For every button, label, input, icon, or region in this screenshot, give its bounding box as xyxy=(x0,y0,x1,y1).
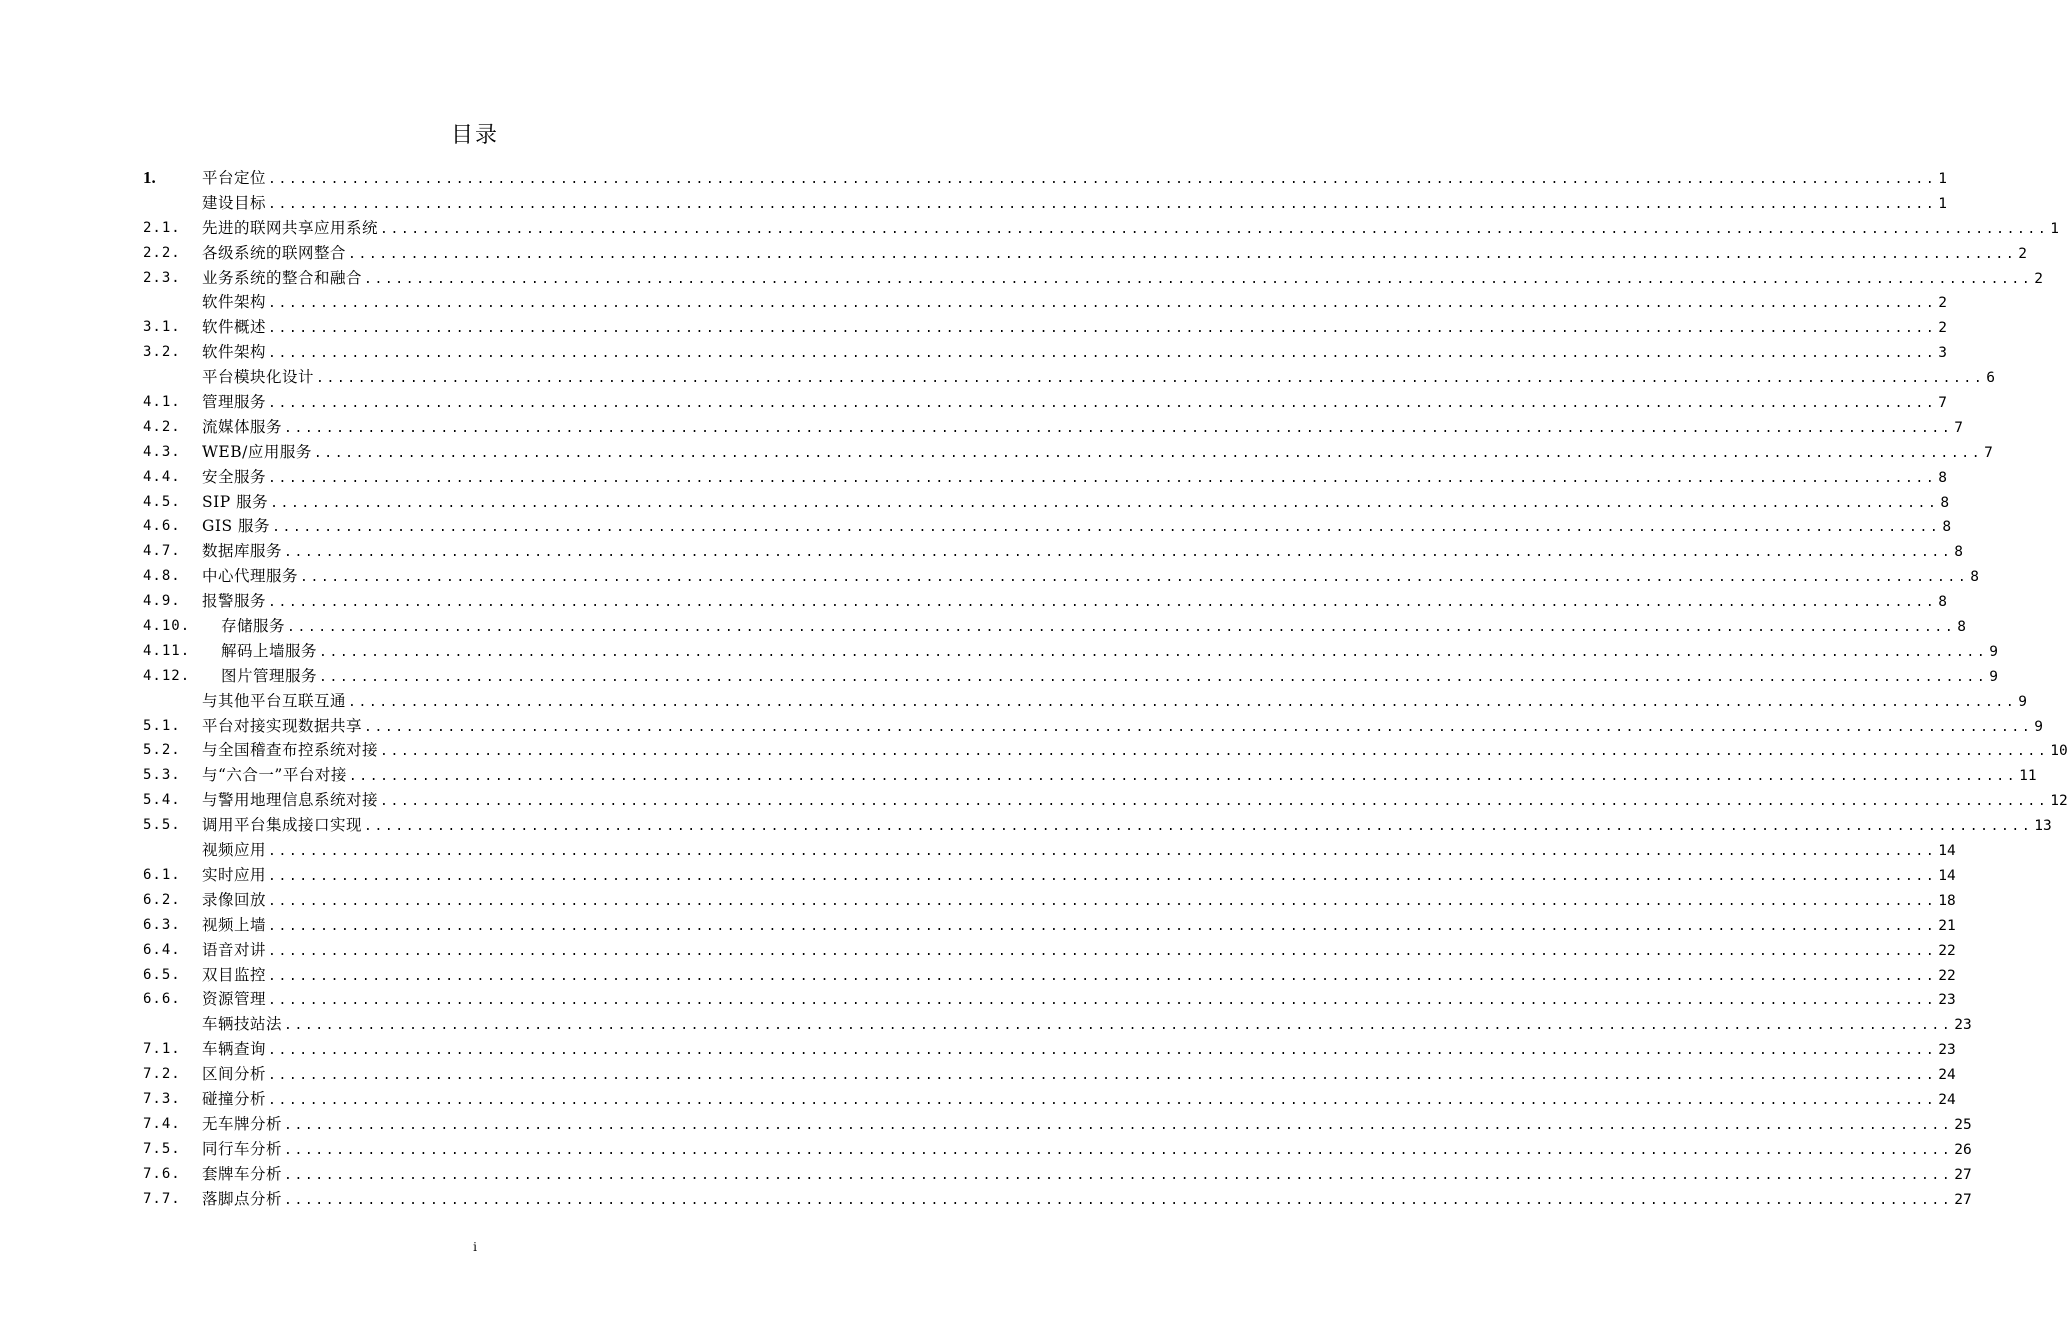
toc-entry-page-number: 14 xyxy=(1938,867,1956,884)
toc-entry-page-number: 9 xyxy=(1989,668,1999,685)
toc-entry-page-number: 8 xyxy=(1938,594,1948,611)
toc-dot-leader: ................................................................................................................................................................ xyxy=(319,669,1988,685)
toc-entry[interactable] xyxy=(143,1112,1972,1137)
toc-entry-page-number: 1 xyxy=(2050,220,2060,237)
toc-entry-number: 7.4. xyxy=(143,1115,181,1132)
toc-entry-page-number: 8 xyxy=(1938,469,1948,486)
toc-entry-number: 3.1. xyxy=(143,319,181,336)
toc-entry[interactable] xyxy=(143,938,1956,963)
toc-entry-page-number: 24 xyxy=(1938,1091,1956,1108)
toc-entry[interactable] xyxy=(143,390,1948,415)
toc-dot-leader: ................................................................................................................................................................ xyxy=(364,719,2033,735)
toc-dot-leader: ................................................................................................................................................................ xyxy=(272,520,1941,536)
toc-entry-line xyxy=(202,266,2044,293)
toc-entry-page-number: 23 xyxy=(1938,1042,1956,1059)
toc-entry-title: 平台对接实现数据共享 xyxy=(202,716,363,735)
toc-dot-leader: ................................................................................................................................................................ xyxy=(348,246,2017,262)
toc-entry-number: 2.3. xyxy=(143,269,181,286)
toc-entry-number: 6.2. xyxy=(143,891,181,908)
toc-dot-leader: ................................................................................................................................................................ xyxy=(268,595,1937,611)
toc-entry[interactable] xyxy=(143,490,1950,515)
toc-dot-leader: ................................................................................................................................................................ xyxy=(348,769,2018,785)
toc-entry[interactable] xyxy=(143,166,1948,191)
toc-entry[interactable] xyxy=(143,714,2044,739)
toc-entry-page-number: 26 xyxy=(1954,1141,1972,1158)
toc-entry[interactable] xyxy=(143,813,2052,838)
toc-entry[interactable] xyxy=(143,589,1948,614)
toc-entry-number: 7.3. xyxy=(143,1090,181,1107)
toc-entry-title: 同行车分析 xyxy=(202,1139,283,1158)
toc-entry-number: 4.5. xyxy=(143,493,181,510)
toc-entry-line xyxy=(202,987,1956,1014)
toc-entry-page-number: 2 xyxy=(2034,270,2044,287)
toc-entry-number: 4.8. xyxy=(143,568,181,585)
toc-entry-title: 碰撞分析 xyxy=(202,1089,267,1108)
toc-entry-title: 与“六合一”平台对接 xyxy=(202,766,347,785)
toc-entry[interactable] xyxy=(143,216,2060,241)
toc-entry-page-number: 23 xyxy=(1954,1017,1972,1034)
toc-entry-title: 流媒体服务 xyxy=(202,417,283,436)
toc-entry-page-number: 8 xyxy=(1942,519,1952,536)
toc-entry[interactable] xyxy=(143,863,1956,888)
toc-entry[interactable] xyxy=(143,987,1956,1012)
toc-entry[interactable] xyxy=(143,1187,1972,1212)
toc-entry-line xyxy=(202,863,1956,890)
toc-entry-number: 6.5. xyxy=(143,966,181,983)
toc-entry-number: 1. xyxy=(143,168,156,187)
toc-dot-leader: ................................................................................................................................................................ xyxy=(284,420,1953,436)
toc-entry-page-number: 21 xyxy=(1938,917,1956,934)
toc-entry-number: 4.12. xyxy=(143,667,191,684)
toc-entry-page-number: 2 xyxy=(2018,245,2028,262)
toc-entry[interactable] xyxy=(143,614,1967,639)
toc-entry-line xyxy=(202,1037,1956,1064)
toc-entry-title: 安全服务 xyxy=(202,467,267,486)
toc-entry-title: 软件架构 xyxy=(202,293,267,312)
toc-entry-line xyxy=(202,813,2052,840)
toc-dot-leader: ................................................................................................................................................................ xyxy=(268,968,1937,984)
toc-entry-page-number: 2 xyxy=(1938,320,1948,337)
toc-entry-title: 存储服务 xyxy=(221,617,286,636)
toc-entry-number: 4.7. xyxy=(143,543,181,560)
toc-dot-leader: ................................................................................................................................................................ xyxy=(268,868,1937,884)
page-number-footer: i xyxy=(473,1240,477,1254)
toc-entry-number: 4.4. xyxy=(143,468,181,485)
toc-dot-leader: ................................................................................................................................................................ xyxy=(364,271,2033,287)
toc-entry-title: GIS 服务 xyxy=(202,517,271,536)
toc-entry-number: 7.7. xyxy=(143,1190,181,1207)
toc-entry-line xyxy=(202,689,2028,716)
toc-entry-page-number: 8 xyxy=(1957,619,1967,636)
toc-dot-leader: ................................................................................................................................................................ xyxy=(268,196,1937,212)
toc-entry-line xyxy=(202,191,1948,218)
toc-entry-number: 7.5. xyxy=(143,1140,181,1157)
toc-entry-number: 4.6. xyxy=(143,518,181,535)
toc-entry[interactable] xyxy=(143,913,1956,938)
toc-entry-line xyxy=(202,1137,1972,1164)
toc-entry[interactable] xyxy=(143,1037,1956,1062)
toc-entry-number: 6.4. xyxy=(143,941,181,958)
toc-entry-number: 4.2. xyxy=(143,418,181,435)
toc-entry-line xyxy=(202,465,1948,492)
toc-entry-title: 平台模块化设计 xyxy=(202,368,315,387)
toc-entry-title: 资源管理 xyxy=(202,990,267,1009)
toc-dot-leader: ................................................................................................................................................................ xyxy=(284,1167,1953,1183)
toc-entry-number: 4.3. xyxy=(143,443,181,460)
toc-entry-title: 管理服务 xyxy=(202,393,267,412)
toc-entry-number: 6.6. xyxy=(143,991,181,1008)
toc-entry-title: 先进的联网共享应用系统 xyxy=(202,218,379,237)
toc-dot-leader: ................................................................................................................................................................ xyxy=(268,1068,1937,1084)
toc-entry-line xyxy=(202,514,1952,541)
toc-entry-number: 7.1. xyxy=(143,1041,181,1058)
toc-entry-line xyxy=(202,564,1980,591)
toc-entry-page-number: 8 xyxy=(1940,494,1950,511)
toc-dot-leader: ................................................................................................................................................................ xyxy=(268,470,1937,486)
toc-entry[interactable] xyxy=(143,290,1948,315)
table-of-contents xyxy=(143,166,2068,1211)
toc-entry-number: 2.1. xyxy=(143,219,181,236)
toc-entry[interactable] xyxy=(143,888,1956,913)
toc-entry-line xyxy=(202,763,2037,790)
toc-entry-number: 7.6. xyxy=(143,1165,181,1182)
toc-entry-page-number: 8 xyxy=(1970,569,1980,586)
toc-dot-leader: ................................................................................................................................................................ xyxy=(268,296,1937,312)
toc-entry-title: 解码上墙服务 xyxy=(221,641,318,660)
toc-entry-number: 4.10. xyxy=(143,618,191,635)
toc-dot-leader: ................................................................................................................................................................ xyxy=(284,1117,1953,1133)
toc-entry-page-number: 22 xyxy=(1938,942,1956,959)
toc-dot-leader: ................................................................................................................................................................ xyxy=(268,893,1937,909)
toc-entry-title: 无车牌分析 xyxy=(202,1114,283,1133)
toc-entry-line xyxy=(202,166,1948,193)
toc-dot-leader: ................................................................................................................................................................ xyxy=(268,844,1937,860)
toc-dot-leader: ................................................................................................................................................................ xyxy=(268,993,1937,1009)
toc-entry[interactable] xyxy=(143,191,1948,216)
toc-dot-leader: ................................................................................................................................................................ xyxy=(284,1142,1953,1158)
toc-entry-line xyxy=(202,390,1948,417)
toc-dot-leader: ................................................................................................................................................................ xyxy=(380,794,2049,810)
toc-entry[interactable] xyxy=(143,838,1956,863)
toc-entry-title: 软件架构 xyxy=(202,343,267,362)
toc-entry-page-number: 9 xyxy=(1989,643,1999,660)
toc-dot-leader: ................................................................................................................................................................ xyxy=(268,396,1937,412)
toc-entry-title: 报警服务 xyxy=(202,592,267,611)
toc-entry-page-number: 24 xyxy=(1938,1067,1956,1084)
toc-entry-line xyxy=(202,365,1996,392)
toc-entry-page-number: 1 xyxy=(1938,171,1948,187)
toc-entry-number: 3.2. xyxy=(143,344,181,361)
toc-dot-leader: ................................................................................................................................................................ xyxy=(313,445,1983,461)
toc-entry-title: 视频上墙 xyxy=(202,915,267,934)
toc-entry-line xyxy=(202,315,1948,342)
toc-dot-leader: ................................................................................................................................................................ xyxy=(268,918,1937,934)
toc-entry-page-number: 7 xyxy=(1954,419,1964,436)
toc-entry[interactable] xyxy=(143,315,1948,340)
toc-entry[interactable] xyxy=(143,365,1996,390)
toc-entry[interactable] xyxy=(143,1137,1972,1162)
toc-entry-line xyxy=(202,738,2068,765)
toc-entry[interactable] xyxy=(143,1012,1972,1037)
toc-entry-page-number: 8 xyxy=(1954,544,1964,561)
toc-entry-title: 业务系统的整合和融合 xyxy=(202,268,363,287)
toc-entry-number: 4.1. xyxy=(143,394,181,411)
toc-entry[interactable] xyxy=(143,1087,1956,1112)
toc-entry-line xyxy=(202,539,1964,566)
toc-dot-leader: ................................................................................................................................................................ xyxy=(284,1192,1953,1208)
toc-entry-page-number: 1 xyxy=(1938,195,1948,212)
toc-entry[interactable] xyxy=(143,266,2044,291)
toc-entry-page-number: 18 xyxy=(1938,892,1956,909)
toc-entry-title: 与警用地理信息系统对接 xyxy=(202,791,379,810)
toc-entry-line xyxy=(202,440,1993,467)
toc-entry-page-number: 12 xyxy=(2050,793,2068,810)
toc-dot-leader: ................................................................................................................................................................ xyxy=(268,172,1937,187)
toc-dot-leader: ................................................................................................................................................................ xyxy=(268,1043,1937,1059)
toc-entry[interactable] xyxy=(143,514,1952,539)
toc-entry-title: 落脚点分析 xyxy=(202,1189,283,1208)
toc-entry-title: 数据库服务 xyxy=(202,542,283,561)
toc-entry-line xyxy=(202,788,2068,815)
toc-entry-line xyxy=(202,1187,1972,1214)
toc-dot-leader: ................................................................................................................................................................ xyxy=(287,620,1956,636)
toc-dot-leader: ................................................................................................................................................................ xyxy=(348,694,2017,710)
toc-entry-number: 5.4. xyxy=(143,792,181,809)
toc-entry-title: 平台定位 xyxy=(202,169,267,187)
toc-entry-page-number: 22 xyxy=(1938,967,1956,984)
toc-entry[interactable] xyxy=(143,664,1999,689)
toc-dot-leader: ................................................................................................................................................................ xyxy=(319,644,1988,660)
toc-entry-line xyxy=(202,1112,1972,1139)
toc-entry-page-number: 27 xyxy=(1954,1191,1972,1208)
toc-dot-leader: ................................................................................................................................................................ xyxy=(300,570,1969,586)
toc-dot-leader: ................................................................................................................................................................ xyxy=(268,346,1937,362)
toc-entry-title: 套牌车分析 xyxy=(202,1164,283,1183)
toc-entry-page-number: 14 xyxy=(1938,843,1956,860)
toc-entry-line xyxy=(202,415,1964,442)
toc-entry-line xyxy=(202,1012,1972,1039)
toc-dot-leader: ................................................................................................................................................................ xyxy=(268,1092,1937,1108)
toc-entry[interactable] xyxy=(143,340,1948,365)
toc-entry-line xyxy=(202,1062,1956,1089)
toc-entry[interactable] xyxy=(143,639,1999,664)
toc-entry-line xyxy=(221,664,1999,691)
toc-entry-title: WEB/应用服务 xyxy=(202,442,312,461)
toc-entry[interactable] xyxy=(143,763,2037,788)
toc-entry[interactable] xyxy=(143,689,2028,714)
toc-entry-line xyxy=(202,1087,1956,1114)
toc-entry[interactable] xyxy=(143,963,1956,988)
toc-entry-line xyxy=(221,614,1967,641)
toc-entry-line xyxy=(202,340,1948,367)
toc-entry-page-number: 6 xyxy=(1986,370,1996,387)
toc-entry-line xyxy=(202,216,2060,243)
toc-entry-title: 视频应用 xyxy=(202,841,267,860)
toc-entry-line xyxy=(202,913,1956,940)
toc-entry-number: 5.5. xyxy=(143,817,181,834)
toc-dot-leader: ................................................................................................................................................................ xyxy=(364,819,2033,835)
toc-entry-title: 实时应用 xyxy=(202,865,267,884)
toc-entry-number: 7.2. xyxy=(143,1066,181,1083)
toc-entry[interactable] xyxy=(143,440,1993,465)
toc-entry-line xyxy=(202,938,1956,965)
toc-entry-title: 车辆查询 xyxy=(202,1040,267,1059)
toc-dot-leader: ................................................................................................................................................................ xyxy=(268,943,1937,959)
toc-entry-page-number: 9 xyxy=(2018,693,2028,710)
toc-entry-title: 各级系统的联网整合 xyxy=(202,243,347,262)
toc-entry-title: 软件概述 xyxy=(202,318,267,337)
toc-entry-number: 4.9. xyxy=(143,593,181,610)
toc-entry-line xyxy=(202,1162,1972,1189)
toc-entry-page-number: 11 xyxy=(2019,768,2037,785)
toc-entry-page-number: 13 xyxy=(2034,818,2052,835)
toc-entry-line xyxy=(202,241,2028,268)
toc-entry-title: 区间分析 xyxy=(202,1065,267,1084)
toc-entry-page-number: 3 xyxy=(1938,345,1948,362)
toc-entry-title: 图片管理服务 xyxy=(221,666,318,685)
toc-entry-title: 与其他平台互联互通 xyxy=(202,691,347,710)
toc-entry-number: 6.1. xyxy=(143,866,181,883)
toc-dot-leader: ................................................................................................................................................................ xyxy=(380,744,2049,760)
toc-entry-page-number: 23 xyxy=(1938,992,1956,1009)
toc-entry[interactable] xyxy=(143,564,1980,589)
toc-entry-line xyxy=(202,888,1956,915)
toc-dot-leader: ................................................................................................................................................................ xyxy=(380,221,2049,237)
toc-dot-leader: ................................................................................................................................................................ xyxy=(270,495,1939,511)
toc-entry-page-number: 2 xyxy=(1938,295,1948,312)
toc-entry[interactable] xyxy=(143,415,1964,440)
toc-entry-title: 语音对讲 xyxy=(202,940,267,959)
toc-entry-title: 录像回放 xyxy=(202,890,267,909)
toc-entry-title: 车辆技站法 xyxy=(202,1015,283,1034)
toc-entry[interactable] xyxy=(143,539,1964,564)
toc-entry-page-number: 10 xyxy=(2050,743,2068,760)
toc-entry-line xyxy=(202,490,1950,517)
toc-entry[interactable] xyxy=(143,738,2068,763)
toc-dot-leader: ................................................................................................................................................................ xyxy=(316,371,1985,387)
toc-dot-leader: ................................................................................................................................................................ xyxy=(284,545,1953,561)
toc-entry-title: 调用平台集成接口实现 xyxy=(202,816,363,835)
toc-entry[interactable] xyxy=(143,465,1948,490)
toc-entry-page-number: 7 xyxy=(1984,444,1993,461)
toc-entry-line xyxy=(202,963,1956,990)
toc-entry-line xyxy=(202,838,1956,865)
toc-entry-number: 4.11. xyxy=(143,642,191,659)
toc-entry-title: SIP 服务 xyxy=(202,492,269,511)
toc-entry-line xyxy=(221,639,1999,666)
toc-entry-number: 6.3. xyxy=(143,916,181,933)
toc-title: 目录 xyxy=(450,123,499,148)
toc-entry-line xyxy=(202,589,1948,616)
toc-entry-page-number: 27 xyxy=(1954,1166,1972,1183)
toc-entry-number: 5.3. xyxy=(143,767,181,784)
toc-dot-leader: ................................................................................................................................................................ xyxy=(284,1018,1953,1034)
toc-entry-title: 与全国稽查布控系统对接 xyxy=(202,741,379,760)
toc-entry-page-number: 25 xyxy=(1954,1116,1972,1133)
toc-entry[interactable] xyxy=(143,1162,1972,1187)
toc-entry-title: 双目监控 xyxy=(202,965,267,984)
toc-entry-number: 5.1. xyxy=(143,717,181,734)
toc-entry[interactable] xyxy=(143,1062,1956,1087)
toc-entry-title: 中心代理服务 xyxy=(202,567,299,586)
toc-entry-line xyxy=(202,714,2044,741)
toc-dot-leader: ................................................................................................................................................................ xyxy=(268,321,1937,337)
toc-entry-line xyxy=(202,290,1948,317)
toc-entry[interactable] xyxy=(143,241,2028,266)
toc-entry-page-number: 7 xyxy=(1938,395,1948,412)
toc-entry-number: 2.2. xyxy=(143,244,181,261)
toc-entry-number: 5.2. xyxy=(143,742,181,759)
toc-entry[interactable] xyxy=(143,788,2068,813)
toc-entry-page-number: 9 xyxy=(2034,718,2044,735)
toc-entry-title: 建设目标 xyxy=(202,193,267,212)
